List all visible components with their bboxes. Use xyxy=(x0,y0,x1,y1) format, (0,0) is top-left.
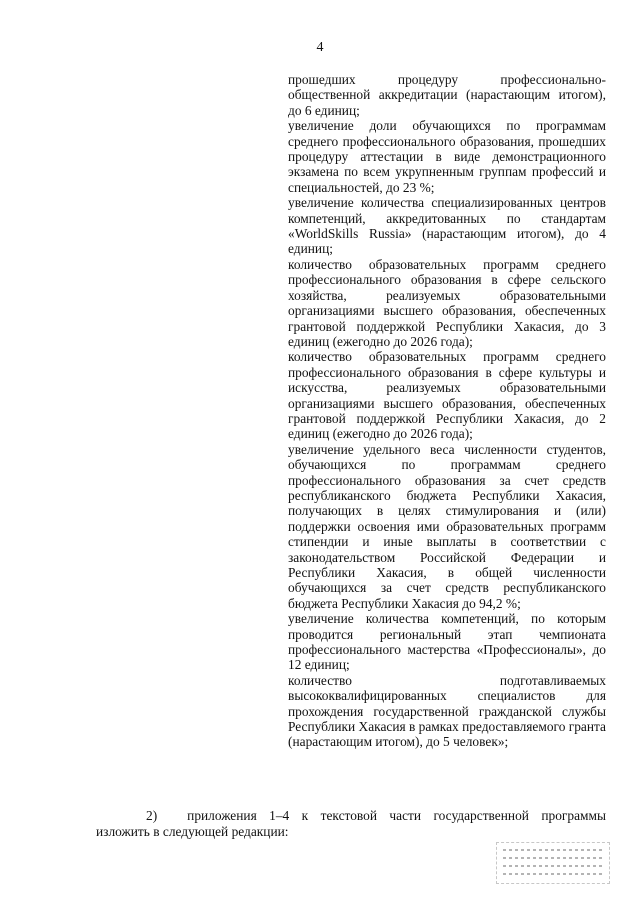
list-item: прошедших процедуру профессионально-общественной аккредитации (нарастающим итогом), до 6 единиц; xyxy=(288,72,606,118)
numbered-paragraph xyxy=(96,808,606,840)
list-item: увеличение количества специализированных центров компетенций, аккредитованных по стандартам «WorldSkills Russia» (нарастающим итогом), до 4 единиц; xyxy=(288,195,606,257)
registration-stamp xyxy=(496,842,610,884)
list-item: количество подготавливаемых высококвалифицированных специалистов для прохождения государственной гражданской службы Республики Хакасия в рамках предоставляемого гранта (нарастающим итогом), до 5 человек»; xyxy=(288,672,607,750)
list-item: увеличение количества компетенций, по которым проводится региональный этап чемпионата профессионального мастерства «Профессионалы», до 12 единиц; xyxy=(288,611,606,673)
text-column xyxy=(288,72,606,750)
list-item: количество образовательных программ среднего профессионального образования в сфере культуры и искусства, реализуемых образовательными организациями высшего образования, обеспеченных грантовой поддержкой Республики Хакасия, до 2 единиц (ежегодно до 2026 года); xyxy=(288,349,606,442)
list-item: увеличение доли обучающихся по программам среднего профессионального образования, прошедших процедуру аттестации в виде демонстрационного экзамена по всем укрупненным группам профессий и специальностей, до 23 %; xyxy=(288,118,606,195)
list-item: количество образовательных программ среднего профессионального образования в сфере сельского хозяйства, реализуемых образовательными организациями высшего образования, обеспеченных грантовой поддержкой Республики Хакасия, до 3 единиц (ежегодно до 2026 года); xyxy=(288,256,606,349)
paragraph-text: приложения 1–4 к текстовой части государственной программы изложить в следующей редакции: xyxy=(96,808,606,839)
list-item: увеличение удельного веса численности студентов, обучающихся по программам среднего профессионального образования за счет средств республиканского бюджета Республики Хакасия, получающих в целях стимулирования и (или) поддержки освоения ими образовательных программ стипендии и иные выплаты в соответствии с законодательством Российской Федерации и Республики Хакасия, в общей численности обучающихся за счет средств республиканского бюджета Республики Хакасия до 94,2 %; xyxy=(288,441,606,611)
paragraph-number: 2) xyxy=(146,808,158,823)
page-number: 4 xyxy=(316,40,324,55)
